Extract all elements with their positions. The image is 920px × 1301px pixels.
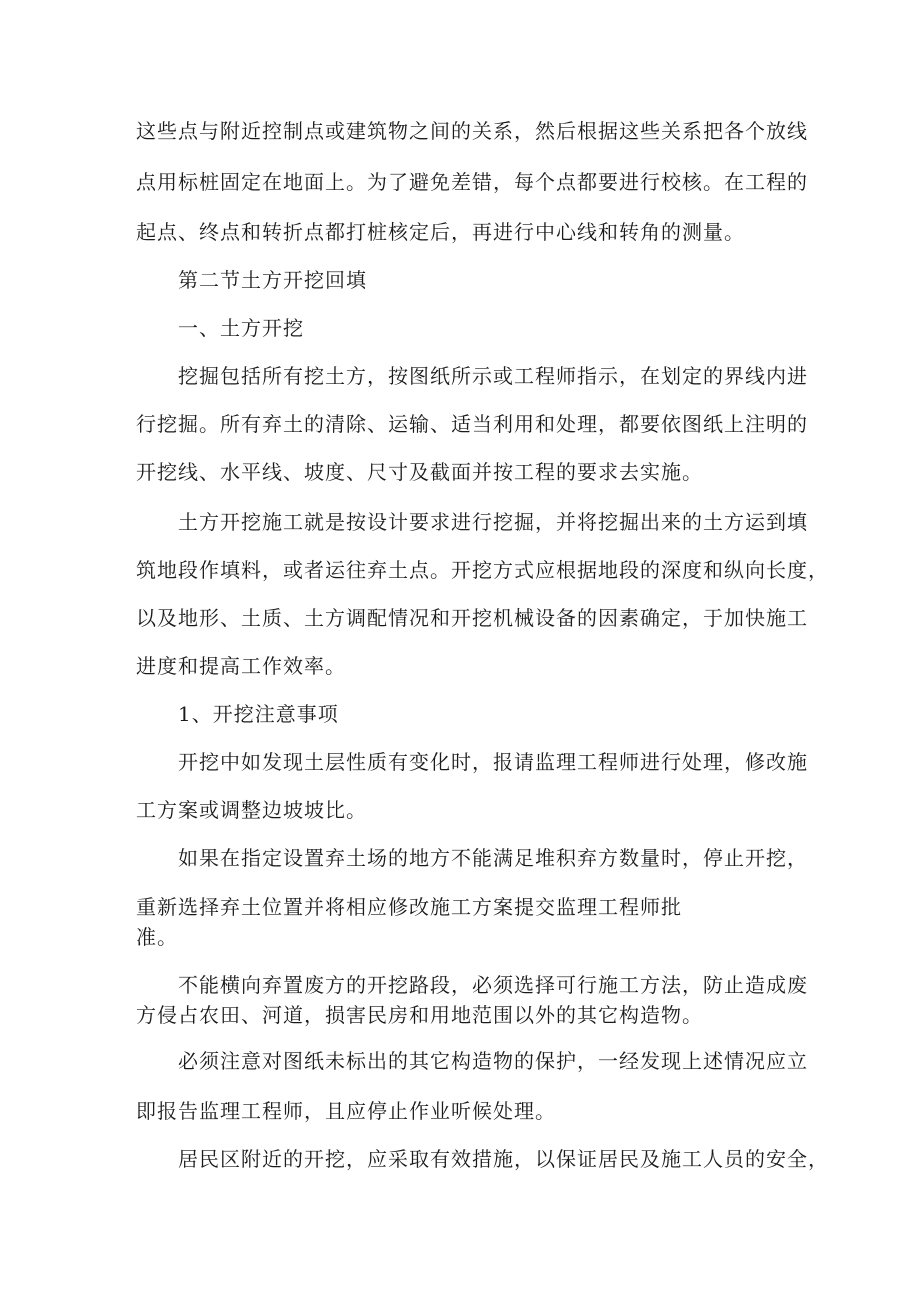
text-line: 以及地形、土质、土方调配情况和开挖机械设备的因素确定，于加快施工 [136, 606, 808, 630]
subsection-heading: 一、土方开挖 [178, 316, 304, 340]
text-line: 这些点与附近控制点或建筑物之间的关系，然后根据这些关系把各个放线 [136, 119, 808, 143]
text-line: 准。 [136, 925, 178, 949]
text-line: 如果在指定设置弃土场的地方不能满足堆积弃方数量时，停止开挖， [178, 846, 808, 870]
text-line: 开挖线、水平线、坡度、尺寸及截面并按工程的要求去实施。 [136, 460, 703, 484]
text-line: 即报告监理工程师，且应停止作业听候处理。 [136, 1099, 556, 1123]
text-line: 不能横向弃置废方的开挖路段，必须选择可行施工方法，防止造成废 [178, 973, 808, 997]
item-heading: 1、开挖注意事项 [178, 702, 339, 726]
text-line: 筑地段作填料，或者运往弃土点。开挖方式应根据地段的深度和纵向长度， [136, 558, 829, 582]
text-line: 居民区附近的开挖，应采取有效措施，以保证居民及施工人员的安全， [178, 1147, 829, 1171]
text-line: 必须注意对图纸未标出的其它构造物的保护，一经发现上述情况应立 [178, 1049, 808, 1073]
text-line: 重新选择弃土位置并将相应修改施工方案提交监理工程师批 [136, 895, 682, 919]
section-heading: 第二节土方开挖回填 [178, 268, 367, 292]
text-line: 方侵占农田、河道，损害民房和用地范围以外的其它构造物。 [136, 1003, 703, 1027]
text-line: 起点、终点和转折点都打桩核定后，再进行中心线和转角的测量。 [136, 220, 745, 244]
text-line: 挖掘包括所有挖土方，按图纸所示或工程师指示，在划定的界线内进 [178, 364, 808, 388]
text-line: 土方开挖施工就是按设计要求进行挖掘，并将挖掘出来的土方运到填 [178, 510, 808, 534]
text-line: 点用标桩固定在地面上。为了避免差错，每个点都要进行校核。在工程的 [136, 170, 808, 194]
text-line: 开挖中如发现土层性质有变化时，报请监理工程师进行处理，修改施 [178, 750, 808, 774]
text-line: 行挖掘。所有弃土的清除、运输、适当利用和处理，都要依图纸上注明的 [136, 412, 808, 436]
text-line: 工方案或调整边坡坡比。 [136, 798, 367, 822]
text-line: 进度和提高工作效率。 [136, 654, 346, 678]
